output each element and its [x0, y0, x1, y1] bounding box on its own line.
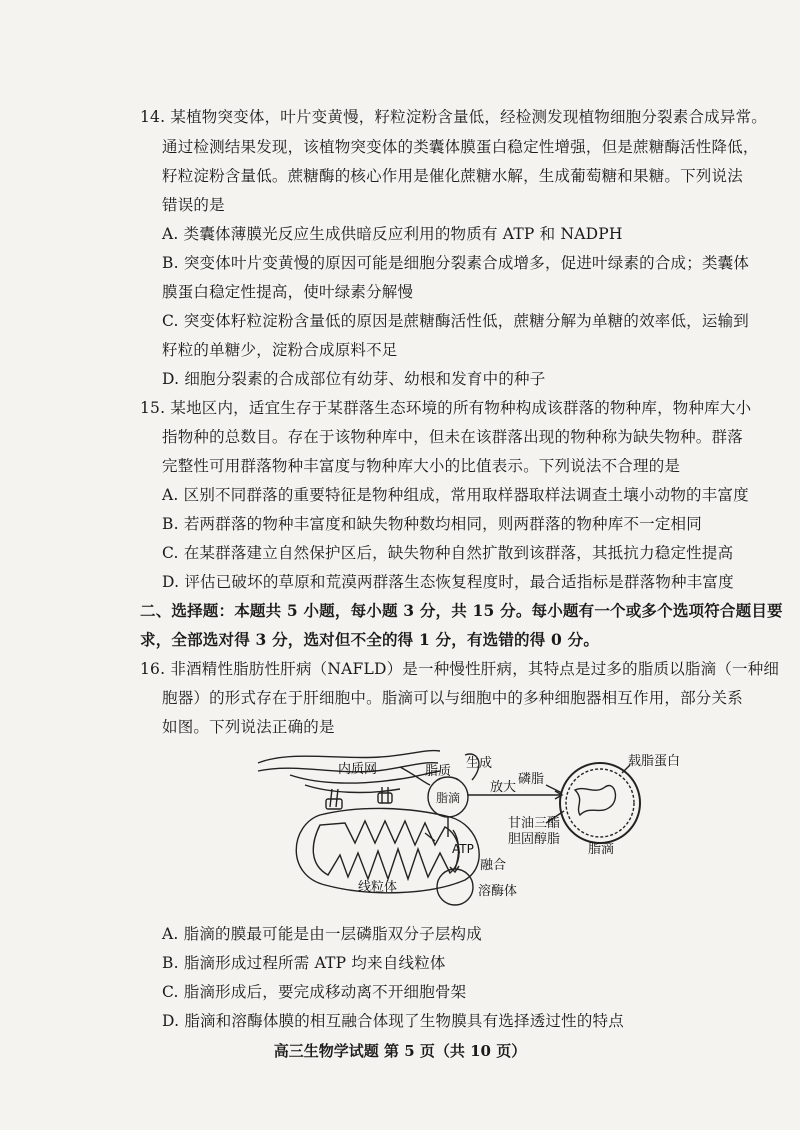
q14-option-b: B. 突变体叶片变黄慢的原因可能是细胞分裂素合成增多，促进叶绿素的合成；类囊体 [162, 254, 750, 272]
section-2-line: 二、选择题：本题共 5 小题，每小题 3 分，共 15 分。每小题有一个或多个选项符合题目要 [140, 601, 783, 620]
q14-option-d: D. 细胞分裂素的合成部位有幼芽、幼根和发育中的种子 [162, 370, 546, 388]
q14-option-b-cont: 膜蛋白稳定性提高，使叶绿素分解慢 [162, 283, 414, 301]
q14-stem-line: 14. 某植物突变体，叶片变黄慢，籽粒淀粉含量低，经检测发现植物细胞分裂素合成异常。 [140, 108, 767, 126]
lipid-droplet-figure [250, 745, 720, 910]
label-apolipoprotein: 载脂蛋白 [628, 754, 681, 769]
mitochondrion-cristae [313, 821, 459, 879]
q14-stem-line: 籽粒淀粉含量低。蔗糖酶的核心作用是催化蔗糖水解，生成葡萄糖和果糖。下列说法 [162, 167, 743, 185]
label-mitochondrion: 线粒体 [358, 880, 398, 895]
q15-option-d: D. 评估已破坏的草原和荒漠两群落生态恢复程度时，最合适指标是群落物种丰富度 [162, 573, 734, 591]
q14-option-a: A. 类囊体薄膜光反应生成供暗反应利用的物质有 ATP 和 NADPH [162, 225, 623, 243]
label-er: 内质网 [338, 762, 378, 777]
label-droplet-small: 脂滴 [436, 791, 461, 805]
q15-option-a: A. 区别不同群落的重要特征是物种组成，常用取样器取样法调查土壤小动物的丰富度 [162, 486, 749, 504]
q15-stem-line: 指物种的总数目。存在于该物种库中，但未在该群落出现的物种称为缺失物种。群落 [162, 428, 743, 446]
label-lipid: 脂质 [425, 764, 452, 779]
label-atp: ATP [452, 842, 474, 856]
q15-stem-line: 15. 某地区内，适宜生存于某群落生态环境的所有物种构成该群落的物种库，物种库大小 [140, 399, 752, 417]
q16-stem-line: 胞器）的形式存在于肝细胞中。脂滴可以与细胞中的多种细胞器相互作用，部分关系 [162, 689, 743, 707]
label-generate: 生成 [466, 756, 493, 771]
q14-option-c-cont: 籽粒的单糖少，淀粉合成原料不足 [162, 341, 398, 359]
section-2-line: 求，全部选对得 3 分，选对但不全的得 1 分，有选错的得 0 分。 [140, 630, 600, 649]
label-cholesterol: 胆固醇脂 [508, 832, 561, 847]
label-lysosome: 溶酶体 [478, 884, 518, 899]
q16-option-b: B. 脂滴形成过程所需 ATP 均来自线粒体 [162, 954, 446, 972]
q16-option-a: A. 脂滴的膜最可能是由一层磷脂双分子层构成 [162, 925, 482, 943]
q16-stem-line: 16. 非酒精性脂肪性肝病（NAFLD）是一种慢性肝病，其特点是过多的脂质以脂滴（一种细 [140, 660, 780, 678]
q15-stem-line: 完整性可用群落物种丰富度与物种库大小的比值表示。下列说法不合理的是 [162, 457, 681, 475]
q14-stem-line: 通过检测结果发现，该植物突变体的类囊体膜蛋白稳定性增强，但是蔗糖酶活性降低， [162, 138, 759, 156]
q15-option-c: C. 在某群落建立自然保护区后，缺失物种自然扩散到该群落，其抵抗力稳定性提高 [162, 544, 734, 562]
q14-option-c: C. 突变体籽粒淀粉含量低的原因是蔗糖酶活性低，蔗糖分解为单糖的效率低，运输到 [162, 312, 749, 330]
q16-option-c: C. 脂滴形成后，要完成移动离不开细胞骨架 [162, 983, 467, 1001]
q16-stem-line: 如图。下列说法正确的是 [162, 718, 335, 736]
q15-option-b: B. 若两群落的物种丰富度和缺失物种数均相同，则两群落的物种库不一定相同 [162, 515, 702, 533]
label-fusion: 融合 [480, 858, 507, 873]
page-footer: 高三生物学试题 第 5 页（共 10 页） [273, 1042, 527, 1060]
lipid-droplet-large [560, 763, 640, 843]
q16-option-d: D. 脂滴和溶酶体膜的相互融合体现了生物膜具有选择透过性的特点 [162, 1012, 624, 1030]
label-droplet-large: 脂滴 [588, 842, 615, 857]
label-triglyceride: 甘油三酯 [508, 816, 561, 831]
er-membrane [305, 785, 400, 792]
q14-stem-line: 错误的是 [162, 196, 225, 214]
label-phospholipid: 磷脂 [518, 772, 545, 787]
label-enlarge: 放大 [490, 780, 517, 795]
